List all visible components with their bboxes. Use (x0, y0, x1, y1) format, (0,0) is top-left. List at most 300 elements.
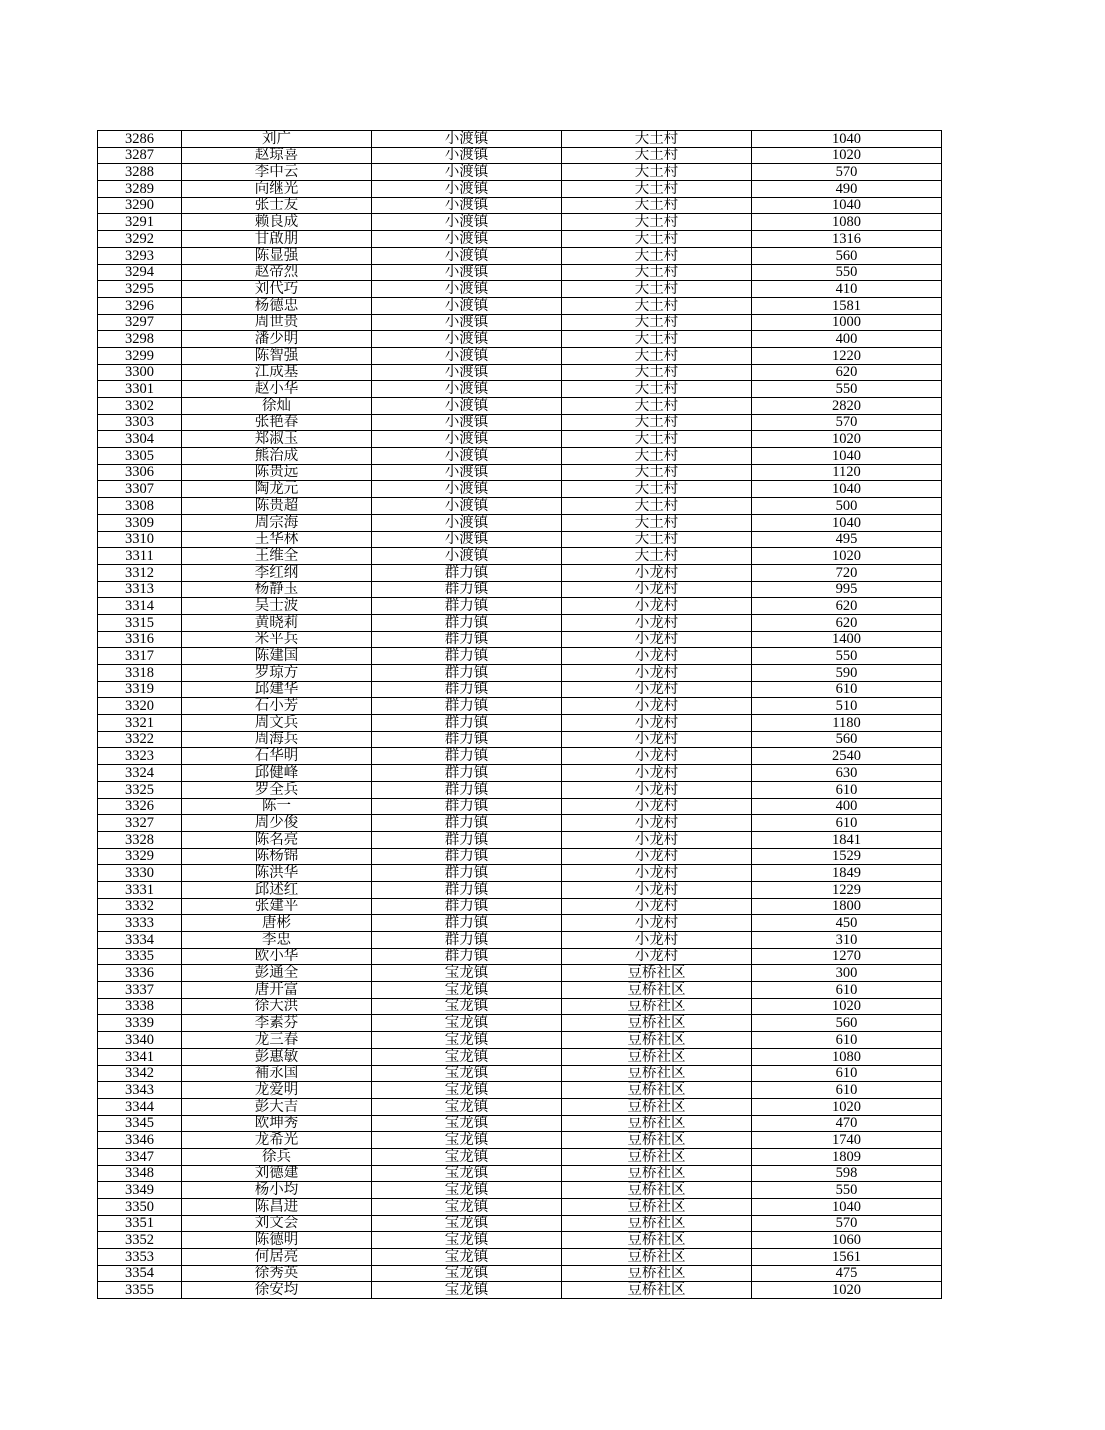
row-number-cell: 3291 (98, 214, 182, 231)
town-cell: 群力镇 (372, 581, 562, 598)
table-row (98, 1165, 942, 1182)
row-number-cell: 3289 (98, 181, 182, 198)
row-number-cell: 3354 (98, 1265, 182, 1282)
town-cell: 小渡镇 (372, 531, 562, 548)
town-cell: 小渡镇 (372, 297, 562, 314)
person-name-cell: 周少俊 (182, 815, 372, 832)
village-cell: 大土村 (562, 414, 752, 431)
town-cell: 小渡镇 (372, 231, 562, 248)
person-name-cell: 欧坤秀 (182, 1115, 372, 1132)
row-number-cell: 3327 (98, 815, 182, 832)
row-number-cell: 3338 (98, 998, 182, 1015)
row-number-cell: 3316 (98, 631, 182, 648)
village-cell: 大土村 (562, 498, 752, 515)
town-cell: 宝龙镇 (372, 965, 562, 982)
town-cell: 群力镇 (372, 631, 562, 648)
amount-cell: 1220 (752, 347, 942, 364)
amount-cell: 598 (752, 1165, 942, 1182)
table-row (98, 1098, 942, 1115)
person-name-cell: 杨静玉 (182, 581, 372, 598)
village-cell: 豆桥社区 (562, 1165, 752, 1182)
village-cell: 小龙村 (562, 564, 752, 581)
table-row (98, 715, 942, 732)
village-cell: 豆桥社区 (562, 965, 752, 982)
amount-cell: 1080 (752, 1048, 942, 1065)
amount-cell: 610 (752, 1065, 942, 1082)
table-row (98, 181, 942, 198)
village-cell: 大土村 (562, 264, 752, 281)
village-cell: 大土村 (562, 364, 752, 381)
village-cell: 大土村 (562, 181, 752, 198)
person-name-cell: 周宗海 (182, 514, 372, 531)
amount-cell: 995 (752, 581, 942, 598)
person-name-cell: 杨德忠 (182, 297, 372, 314)
village-cell: 大土村 (562, 347, 752, 364)
row-number-cell: 3310 (98, 531, 182, 548)
amount-cell: 1040 (752, 197, 942, 214)
table-row (98, 331, 942, 348)
table-row (98, 398, 942, 415)
person-name-cell: 周文兵 (182, 715, 372, 732)
amount-cell: 570 (752, 164, 942, 181)
town-cell: 小渡镇 (372, 164, 562, 181)
village-cell: 豆桥社区 (562, 1249, 752, 1266)
person-name-cell: 欧小华 (182, 948, 372, 965)
town-cell: 小渡镇 (372, 381, 562, 398)
town-cell: 群力镇 (372, 648, 562, 665)
town-cell: 群力镇 (372, 748, 562, 765)
table-row (98, 614, 942, 631)
table-row (98, 214, 942, 231)
person-name-cell: 江成基 (182, 364, 372, 381)
amount-cell: 490 (752, 181, 942, 198)
table-row (98, 915, 942, 932)
amount-cell: 1180 (752, 715, 942, 732)
table-row (98, 564, 942, 581)
person-name-cell: 彭惠敏 (182, 1048, 372, 1065)
row-number-cell: 3307 (98, 481, 182, 498)
table-row (98, 731, 942, 748)
town-cell: 小渡镇 (372, 347, 562, 364)
row-number-cell: 3336 (98, 965, 182, 982)
village-cell: 大土村 (562, 314, 752, 331)
person-name-cell: 潘少明 (182, 331, 372, 348)
village-cell: 小龙村 (562, 598, 752, 615)
amount-cell: 310 (752, 932, 942, 949)
person-name-cell: 张建平 (182, 898, 372, 915)
amount-cell: 1040 (752, 1199, 942, 1216)
person-name-cell: 杨小均 (182, 1182, 372, 1199)
village-cell: 大土村 (562, 131, 752, 148)
town-cell: 小渡镇 (372, 398, 562, 415)
row-number-cell: 3332 (98, 898, 182, 915)
amount-cell: 1020 (752, 1098, 942, 1115)
row-number-cell: 3313 (98, 581, 182, 598)
amount-cell: 300 (752, 965, 942, 982)
row-number-cell: 3293 (98, 247, 182, 264)
person-name-cell: 李素芬 (182, 1015, 372, 1032)
row-number-cell: 3309 (98, 514, 182, 531)
person-name-cell: 张艳春 (182, 414, 372, 431)
table-row (98, 1132, 942, 1149)
town-cell: 群力镇 (372, 798, 562, 815)
person-name-cell: 陈杨锦 (182, 848, 372, 865)
village-cell: 大土村 (562, 431, 752, 448)
person-name-cell: 吴士波 (182, 598, 372, 615)
row-number-cell: 3337 (98, 982, 182, 999)
person-name-cell: 徐灿 (182, 398, 372, 415)
table-row (98, 131, 942, 148)
village-cell: 小龙村 (562, 715, 752, 732)
row-number-cell: 3341 (98, 1048, 182, 1065)
row-number-cell: 3355 (98, 1282, 182, 1299)
table-row (98, 314, 942, 331)
amount-cell: 720 (752, 564, 942, 581)
amount-cell: 1120 (752, 464, 942, 481)
amount-cell: 1740 (752, 1132, 942, 1149)
person-name-cell: 陈洪华 (182, 865, 372, 882)
person-name-cell: 刘代巧 (182, 281, 372, 298)
amount-cell: 1040 (752, 131, 942, 148)
amount-cell: 1270 (752, 948, 942, 965)
person-name-cell: 石小芳 (182, 698, 372, 715)
row-number-cell: 3294 (98, 264, 182, 281)
town-cell: 群力镇 (372, 781, 562, 798)
village-cell: 豆桥社区 (562, 1065, 752, 1082)
village-cell: 小龙村 (562, 848, 752, 865)
person-name-cell: 赖良成 (182, 214, 372, 231)
town-cell: 小渡镇 (372, 281, 562, 298)
amount-cell: 1080 (752, 214, 942, 231)
town-cell: 小渡镇 (372, 147, 562, 164)
village-cell: 大土村 (562, 281, 752, 298)
town-cell: 群力镇 (372, 731, 562, 748)
amount-cell: 620 (752, 364, 942, 381)
town-cell: 群力镇 (372, 948, 562, 965)
town-cell: 群力镇 (372, 715, 562, 732)
amount-cell: 2820 (752, 398, 942, 415)
village-cell: 大土村 (562, 381, 752, 398)
row-number-cell: 3325 (98, 781, 182, 798)
amount-cell: 1040 (752, 481, 942, 498)
village-cell: 小龙村 (562, 815, 752, 832)
table-row (98, 197, 942, 214)
amount-cell: 1020 (752, 431, 942, 448)
amount-cell: 1581 (752, 297, 942, 314)
village-cell: 大土村 (562, 214, 752, 231)
table-row (98, 798, 942, 815)
amount-cell: 500 (752, 498, 942, 515)
row-number-cell: 3321 (98, 715, 182, 732)
person-name-cell: 邱建华 (182, 681, 372, 698)
person-name-cell: 龙希光 (182, 1132, 372, 1149)
town-cell: 宝龙镇 (372, 1098, 562, 1115)
person-name-cell: 陈建国 (182, 648, 372, 665)
person-name-cell: 周世贵 (182, 314, 372, 331)
town-cell: 群力镇 (372, 865, 562, 882)
town-cell: 宝龙镇 (372, 1232, 562, 1249)
table-row (98, 1199, 942, 1216)
person-name-cell: 陈名亮 (182, 831, 372, 848)
person-name-cell: 赵帝烈 (182, 264, 372, 281)
village-cell: 大土村 (562, 247, 752, 264)
amount-cell: 1316 (752, 231, 942, 248)
table-row (98, 932, 942, 949)
village-cell: 大土村 (562, 481, 752, 498)
person-name-cell: 徐秀英 (182, 1265, 372, 1282)
table-row (98, 1115, 942, 1132)
person-name-cell: 刘文会 (182, 1215, 372, 1232)
person-name-cell: 黄晓莉 (182, 614, 372, 631)
table-row (98, 498, 942, 515)
town-cell: 群力镇 (372, 848, 562, 865)
amount-cell: 1040 (752, 514, 942, 531)
row-number-cell: 3319 (98, 681, 182, 698)
table-row (98, 1082, 942, 1099)
village-cell: 小龙村 (562, 932, 752, 949)
row-number-cell: 3305 (98, 448, 182, 465)
amount-cell: 400 (752, 798, 942, 815)
table-body (98, 131, 942, 1299)
table-row (98, 548, 942, 565)
town-cell: 宝龙镇 (372, 1048, 562, 1065)
amount-cell: 1020 (752, 998, 942, 1015)
town-cell: 宝龙镇 (372, 982, 562, 999)
person-name-cell: 唐开富 (182, 982, 372, 999)
town-cell: 小渡镇 (372, 448, 562, 465)
table-row (98, 1048, 942, 1065)
village-cell: 豆桥社区 (562, 1048, 752, 1065)
table-row (98, 1015, 942, 1032)
village-cell: 大土村 (562, 297, 752, 314)
village-cell: 豆桥社区 (562, 1182, 752, 1199)
row-number-cell: 3320 (98, 698, 182, 715)
table-row (98, 831, 942, 848)
village-cell: 大土村 (562, 164, 752, 181)
town-cell: 宝龙镇 (372, 1015, 562, 1032)
table-row (98, 431, 942, 448)
person-name-cell: 徐兵 (182, 1148, 372, 1165)
row-number-cell: 3340 (98, 1032, 182, 1049)
town-cell: 小渡镇 (372, 414, 562, 431)
data-table (97, 130, 942, 1299)
row-number-cell: 3330 (98, 865, 182, 882)
table-row (98, 698, 942, 715)
row-number-cell: 3334 (98, 932, 182, 949)
person-name-cell: 罗全兵 (182, 781, 372, 798)
town-cell: 宝龙镇 (372, 1265, 562, 1282)
person-name-cell: 陈显强 (182, 247, 372, 264)
town-cell: 宝龙镇 (372, 1282, 562, 1299)
town-cell: 宝龙镇 (372, 1165, 562, 1182)
town-cell: 群力镇 (372, 932, 562, 949)
person-name-cell: 石华明 (182, 748, 372, 765)
person-name-cell: 何居亮 (182, 1249, 372, 1266)
table-row (98, 665, 942, 682)
amount-cell: 1040 (752, 448, 942, 465)
row-number-cell: 3301 (98, 381, 182, 398)
person-name-cell: 郑淑玉 (182, 431, 372, 448)
village-cell: 小龙村 (562, 681, 752, 698)
person-name-cell: 熊治成 (182, 448, 372, 465)
town-cell: 群力镇 (372, 765, 562, 782)
table-row (98, 147, 942, 164)
table-row (98, 464, 942, 481)
row-number-cell: 3352 (98, 1232, 182, 1249)
village-cell: 小龙村 (562, 631, 752, 648)
row-number-cell: 3350 (98, 1199, 182, 1216)
village-cell: 小龙村 (562, 798, 752, 815)
town-cell: 群力镇 (372, 665, 562, 682)
village-cell: 小龙村 (562, 648, 752, 665)
table-row (98, 781, 942, 798)
town-cell: 宝龙镇 (372, 1065, 562, 1082)
person-name-cell: 赵琼喜 (182, 147, 372, 164)
village-cell: 小龙村 (562, 898, 752, 915)
row-number-cell: 3335 (98, 948, 182, 965)
row-number-cell: 3312 (98, 564, 182, 581)
person-name-cell: 向继光 (182, 181, 372, 198)
person-name-cell: 李中云 (182, 164, 372, 181)
table-row (98, 1065, 942, 1082)
village-cell: 大土村 (562, 197, 752, 214)
person-name-cell: 補永国 (182, 1065, 372, 1082)
table-row (98, 381, 942, 398)
row-number-cell: 3304 (98, 431, 182, 448)
row-number-cell: 3287 (98, 147, 182, 164)
amount-cell: 570 (752, 414, 942, 431)
town-cell: 宝龙镇 (372, 1132, 562, 1149)
table-row (98, 965, 942, 982)
village-cell: 豆桥社区 (562, 1032, 752, 1049)
town-cell: 小渡镇 (372, 131, 562, 148)
row-number-cell: 3342 (98, 1065, 182, 1082)
village-cell: 豆桥社区 (562, 1199, 752, 1216)
amount-cell: 1060 (752, 1232, 942, 1249)
village-cell: 大土村 (562, 231, 752, 248)
person-name-cell: 龙三春 (182, 1032, 372, 1049)
town-cell: 小渡镇 (372, 464, 562, 481)
row-number-cell: 3292 (98, 231, 182, 248)
village-cell: 小龙村 (562, 781, 752, 798)
row-number-cell: 3308 (98, 498, 182, 515)
town-cell: 小渡镇 (372, 498, 562, 515)
amount-cell: 610 (752, 681, 942, 698)
row-number-cell: 3317 (98, 648, 182, 665)
table-row (98, 414, 942, 431)
amount-cell: 450 (752, 915, 942, 932)
row-number-cell: 3323 (98, 748, 182, 765)
village-cell: 大土村 (562, 398, 752, 415)
row-number-cell: 3329 (98, 848, 182, 865)
town-cell: 群力镇 (372, 881, 562, 898)
row-number-cell: 3299 (98, 347, 182, 364)
table-row (98, 164, 942, 181)
row-number-cell: 3346 (98, 1132, 182, 1149)
amount-cell: 560 (752, 731, 942, 748)
person-name-cell: 陈贵远 (182, 464, 372, 481)
table-row (98, 648, 942, 665)
person-name-cell: 龙爱明 (182, 1082, 372, 1099)
person-name-cell: 周海兵 (182, 731, 372, 748)
town-cell: 宝龙镇 (372, 1032, 562, 1049)
town-cell: 宝龙镇 (372, 1182, 562, 1199)
row-number-cell: 3306 (98, 464, 182, 481)
amount-cell: 560 (752, 247, 942, 264)
amount-cell: 1841 (752, 831, 942, 848)
row-number-cell: 3322 (98, 731, 182, 748)
amount-cell: 475 (752, 1265, 942, 1282)
table-row (98, 865, 942, 882)
table-row (98, 531, 942, 548)
row-number-cell: 3318 (98, 665, 182, 682)
table-row (98, 998, 942, 1015)
village-cell: 豆桥社区 (562, 1265, 752, 1282)
town-cell: 宝龙镇 (372, 1199, 562, 1216)
village-cell: 小龙村 (562, 665, 752, 682)
row-number-cell: 3314 (98, 598, 182, 615)
table-row (98, 1265, 942, 1282)
amount-cell: 610 (752, 815, 942, 832)
village-cell: 豆桥社区 (562, 1148, 752, 1165)
town-cell: 群力镇 (372, 698, 562, 715)
table-row (98, 448, 942, 465)
village-cell: 豆桥社区 (562, 1215, 752, 1232)
town-cell: 小渡镇 (372, 264, 562, 281)
amount-cell: 470 (752, 1115, 942, 1132)
amount-cell: 620 (752, 614, 942, 631)
amount-cell: 1020 (752, 147, 942, 164)
town-cell: 宝龙镇 (372, 1249, 562, 1266)
row-number-cell: 3315 (98, 614, 182, 631)
row-number-cell: 3344 (98, 1098, 182, 1115)
person-name-cell: 赵小华 (182, 381, 372, 398)
person-name-cell: 唐彬 (182, 915, 372, 932)
table-row (98, 1215, 942, 1232)
person-name-cell: 王华林 (182, 531, 372, 548)
table-row (98, 264, 942, 281)
amount-cell: 1229 (752, 881, 942, 898)
table-row (98, 1148, 942, 1165)
village-cell: 豆桥社区 (562, 998, 752, 1015)
row-number-cell: 3290 (98, 197, 182, 214)
amount-cell: 1800 (752, 898, 942, 915)
amount-cell: 1809 (752, 1148, 942, 1165)
row-number-cell: 3351 (98, 1215, 182, 1232)
table-row (98, 948, 942, 965)
village-cell: 大土村 (562, 531, 752, 548)
row-number-cell: 3353 (98, 1249, 182, 1266)
row-number-cell: 3333 (98, 915, 182, 932)
village-cell: 大土村 (562, 514, 752, 531)
village-cell: 小龙村 (562, 614, 752, 631)
town-cell: 小渡镇 (372, 197, 562, 214)
town-cell: 群力镇 (372, 564, 562, 581)
person-name-cell: 米平兵 (182, 631, 372, 648)
row-number-cell: 3298 (98, 331, 182, 348)
town-cell: 群力镇 (372, 915, 562, 932)
village-cell: 大土村 (562, 448, 752, 465)
person-name-cell: 邱述红 (182, 881, 372, 898)
amount-cell: 1020 (752, 1282, 942, 1299)
amount-cell: 495 (752, 531, 942, 548)
row-number-cell: 3324 (98, 765, 182, 782)
table-row (98, 281, 942, 298)
table-row (98, 581, 942, 598)
town-cell: 小渡镇 (372, 431, 562, 448)
table-row (98, 481, 942, 498)
row-number-cell: 3343 (98, 1082, 182, 1099)
